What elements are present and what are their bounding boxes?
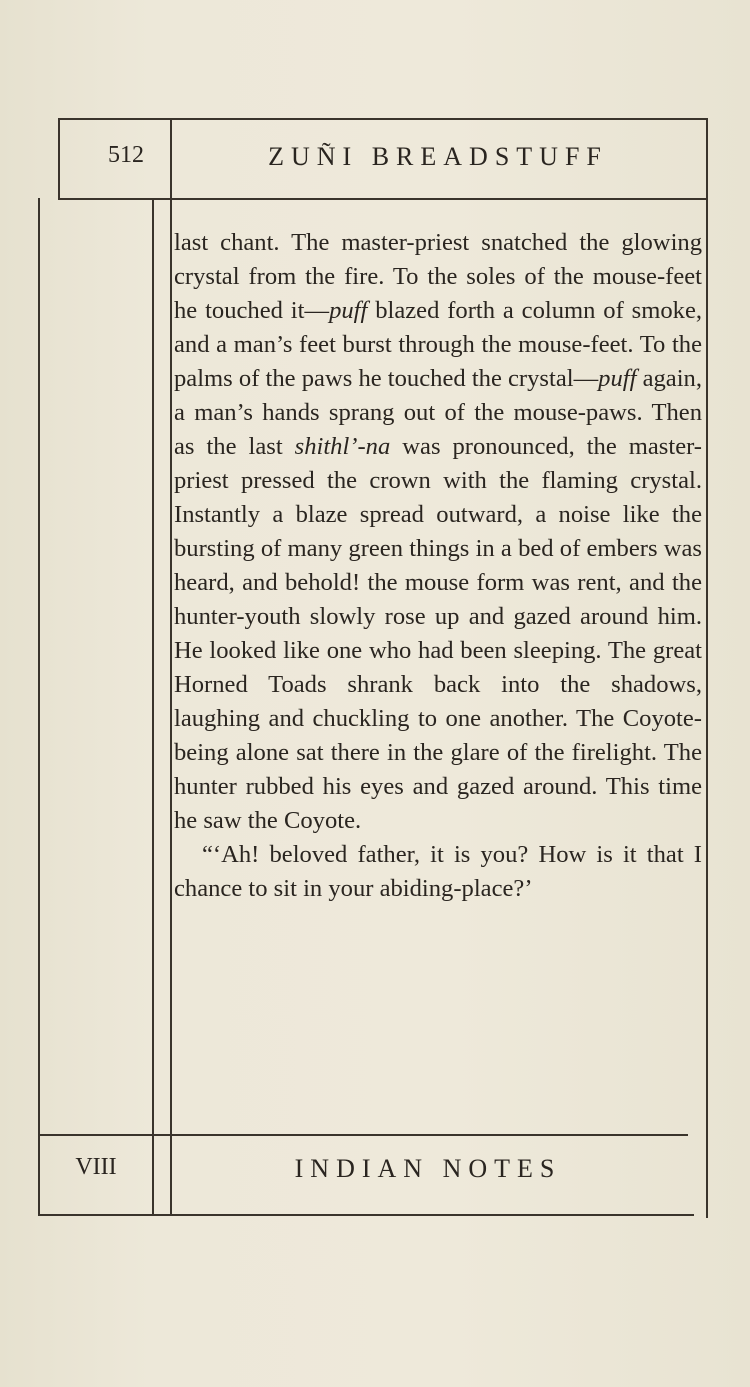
- paragraph-1: [174, 226, 702, 838]
- italic-puff-2: puff: [598, 365, 637, 392]
- paragraph-1-part-1: last chant. The master-priest snatched the glowing crystal from the fire. To the soles of the mouse-feet he touched it—: [174, 229, 702, 324]
- frame-right-rule: [706, 118, 708, 1218]
- running-title: ZUÑI BREADSTUFF: [268, 142, 608, 171]
- paragraph-1-part-4: was pronounced, the master-priest pressed the crown with the flaming crystal. Instantly a blaze spread outward, a noise like the bursting of many green things in a bed of embers was heard, and behold! the mouse form was rent, and the hunter-youth slowly rose up and gazed around him. He looked like one who had been sleeping. The great Horned Toads shrank back into the shadows, laughing and chuckling to one another. The Coyote-being alone sat there in the glare of the firelight. The hunter rubbed his eyes and gazed around. This time he saw the Coyote.: [174, 433, 702, 834]
- column-divider-inner: [152, 200, 154, 1214]
- frame-left-rule-lower: [38, 198, 40, 1214]
- italic-puff-1: puff: [329, 297, 368, 324]
- footer-top-rule: [38, 1134, 688, 1136]
- column-divider: [170, 118, 172, 1214]
- frame-top-rule: [60, 118, 708, 120]
- page-frame: [38, 118, 706, 1218]
- series-title: INDIAN NOTES: [294, 1154, 562, 1183]
- paragraph-1-part-2: blazed forth a column of smoke, and a man’s feet burst through the mouse-feet. To the palms of the paws he touched the crystal—: [174, 297, 703, 392]
- header-bottom-rule: [58, 198, 708, 200]
- page-number: 512: [108, 142, 144, 168]
- body-text: [174, 226, 702, 906]
- frame-bottom-rule: [38, 1214, 694, 1216]
- section-number: VIII: [75, 1154, 117, 1180]
- paragraph-2: “‘Ah! beloved father, it is you? How is it that I chance to sit in your abiding-place?’: [174, 841, 702, 902]
- italic-shithl-na: shithl’-na: [294, 433, 391, 460]
- frame-left-rule: [58, 118, 60, 198]
- paragraph-1-part-3: again, a man’s hands sprang out of the mouse-paws. Then as the last: [174, 365, 702, 460]
